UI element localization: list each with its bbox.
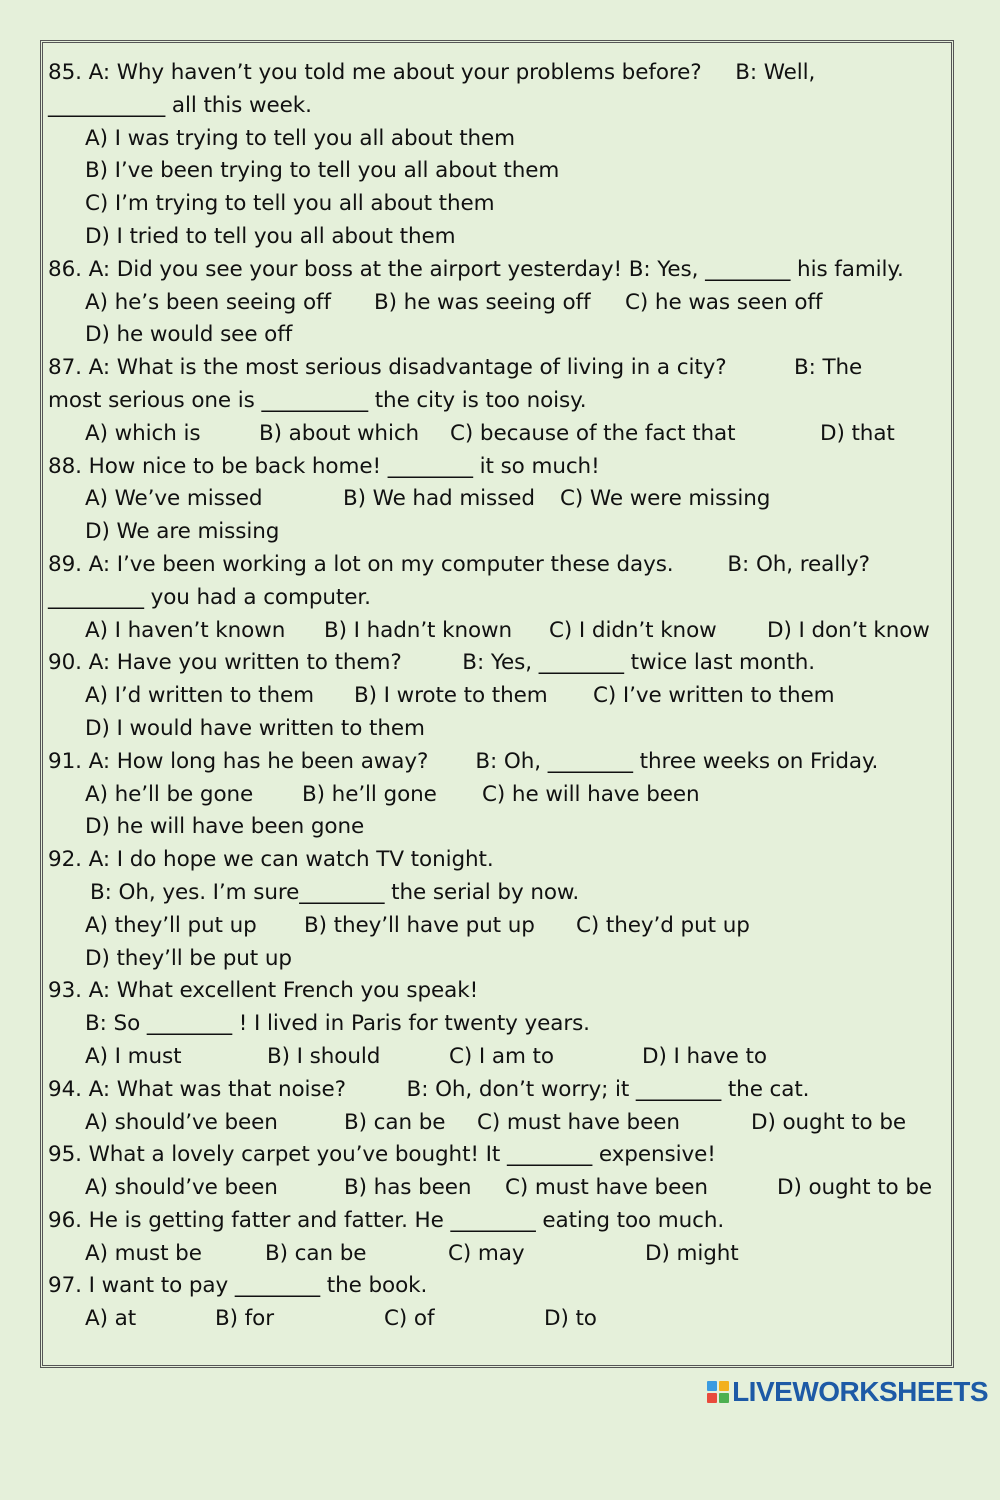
question-91-option-d: D) he will have been gone <box>85 814 365 840</box>
question-92-option-c: C) they’d put up <box>576 912 750 938</box>
question-91-option-b: B) he’ll gone <box>302 781 437 807</box>
question-93-stem: 93. A: What excellent French you speak! <box>48 978 479 1004</box>
question-95-option-a: A) should’ve been <box>85 1175 278 1201</box>
question-97-option-b: B) for <box>215 1306 274 1332</box>
question-91-stem: 91. A: How long has he been away? B: Oh, ________ three weeks on Friday. <box>48 748 879 774</box>
question-97-option-d: D) to <box>544 1306 597 1332</box>
question-85-stem: 85. A: Why haven’t you told me about your problems before? B: Well, <box>48 60 816 85</box>
question-87-option-d: D) that <box>820 420 895 446</box>
question-96-option-d: D) might <box>645 1240 739 1266</box>
question-97-stem: 97. I want to pay ________ the book. <box>48 1273 428 1299</box>
question-89-option-b: B) I hadn’t known <box>324 617 513 643</box>
question-97-option-a: A) at <box>85 1306 137 1332</box>
logo-square-green <box>719 1393 729 1403</box>
question-85-option-d: D) I tried to tell you all about them <box>85 223 456 249</box>
question-85-option-c: C) I’m trying to tell you all about them <box>85 191 495 217</box>
question-94-option-b: B) can be <box>344 1109 446 1135</box>
question-88-option-c: C) We were missing <box>560 486 771 512</box>
question-93-option-d: D) I have to <box>642 1043 767 1069</box>
question-93-option-c: C) I am to <box>449 1043 554 1069</box>
question-86-stem: 86. A: Did you see your boss at the airport yesterday! B: Yes, ________ his family. <box>48 256 904 282</box>
question-95-option-c: C) must have been <box>505 1175 708 1201</box>
question-96-option-b: B) can be <box>265 1240 367 1266</box>
logo-square-yellow <box>719 1381 729 1391</box>
question-88-option-d: D) We are missing <box>85 519 280 545</box>
question-85-option-b: B) I’ve been trying to tell you all about them <box>85 158 560 184</box>
question-87-stem-cont: most serious one is __________ the city is too noisy. <box>48 387 587 413</box>
question-91-option-c: C) he will have been <box>482 781 700 807</box>
question-87-stem: 87. A: What is the most serious disadvantage of living in a city? B: The <box>48 355 863 381</box>
question-96-option-a: A) must be <box>85 1240 202 1266</box>
question-89-option-d: D) I don’t know <box>767 617 930 643</box>
question-90-options-row <box>48 680 953 713</box>
question-93-option-a: A) I must <box>85 1043 182 1069</box>
question-87-options-row <box>48 418 953 451</box>
question-92-option-d: D) they’ll be put up <box>85 945 292 971</box>
question-85-stem-cont: ___________ all this week. <box>48 92 312 118</box>
logo-grid-icon <box>707 1381 729 1403</box>
question-97-options-row <box>48 1303 953 1336</box>
logo-text: LIVEWORKSHEETS <box>732 1376 988 1407</box>
question-93-options-row <box>48 1041 953 1074</box>
question-93-option-b: B) I should <box>267 1043 381 1069</box>
question-97-option-c: C) of <box>384 1306 435 1332</box>
question-89-stem-cont: _________ you had a computer. <box>48 584 371 610</box>
question-88-stem: 88. How nice to be back home! ________ it so much! <box>48 453 600 479</box>
question-90-option-b: B) I wrote to them <box>354 683 548 709</box>
question-92-option-b: B) they’ll have put up <box>304 912 535 938</box>
question-95-stem: 95. What a lovely carpet you’ve bought! It ________ expensive! <box>48 1142 716 1168</box>
question-92-stem: 92. A: I do hope we can watch TV tonight. <box>48 847 494 873</box>
question-87-option-a: A) which is <box>85 420 201 446</box>
question-96-options-row <box>48 1238 953 1271</box>
question-90-option-d: D) I would have written to them <box>85 715 425 741</box>
question-94-options-row <box>48 1107 953 1140</box>
question-89-option-a: A) I haven’t known <box>85 617 286 643</box>
question-89-options-row <box>48 615 953 648</box>
question-96-option-c: C) may <box>448 1240 525 1266</box>
logo-square-blue <box>707 1381 717 1391</box>
question-94-option-a: A) should’ve been <box>85 1109 278 1135</box>
question-93-stem-cont: B: So ________ ! I lived in Paris for twenty years. <box>85 1011 590 1037</box>
question-88-option-b: B) We had missed <box>343 486 535 512</box>
question-95-option-b: B) has been <box>344 1175 472 1201</box>
question-88-options-row <box>48 483 953 516</box>
question-90-option-c: C) I’ve written to them <box>593 683 835 709</box>
question-88-option-a: A) We’ve missed <box>85 486 263 512</box>
question-86-option-b: B) he was seeing off <box>374 289 591 315</box>
question-92-options-row <box>48 910 953 943</box>
question-90-option-a: A) I’d written to them <box>85 683 314 709</box>
question-85-option-a: A) I was trying to tell you all about them <box>85 125 516 151</box>
worksheet-content <box>48 57 953 1336</box>
question-96-stem: 96. He is getting fatter and fatter. He ________ eating too much. <box>48 1207 725 1233</box>
question-91-option-a: A) he’ll be gone <box>85 781 254 807</box>
question-92-option-a: A) they’ll put up <box>85 912 257 938</box>
question-86-option-d: D) he would see off <box>85 322 293 348</box>
question-86-options-row <box>48 287 953 320</box>
question-86-option-c: C) he was seen off <box>625 289 823 315</box>
question-89-option-c: C) I didn’t know <box>549 617 717 643</box>
question-89-stem: 89. A: I’ve been working a lot on my computer these days. B: Oh, really? <box>48 551 870 577</box>
question-90-stem: 90. A: Have you written to them? B: Yes, ________ twice last month. <box>48 650 816 676</box>
question-87-option-c: C) because of the fact that <box>450 420 736 446</box>
question-87-option-b: B) about which <box>259 420 420 446</box>
question-92-stem-cont: B: Oh, yes. I’m sure________ the serial by now. <box>90 879 580 905</box>
question-94-option-c: C) must have been <box>477 1109 680 1135</box>
question-95-option-d: D) ought to be <box>777 1175 932 1201</box>
question-91-options-row <box>48 779 953 812</box>
question-86-option-a: A) he’s been seeing off <box>85 289 331 315</box>
question-94-option-d: D) ought to be <box>751 1109 906 1135</box>
question-95-options-row <box>48 1172 953 1205</box>
logo-square-red <box>707 1393 717 1403</box>
question-94-stem: 94. A: What was that noise? B: Oh, don’t worry; it ________ the cat. <box>48 1076 810 1102</box>
liveworksheets-logo[interactable] <box>707 1378 988 1406</box>
